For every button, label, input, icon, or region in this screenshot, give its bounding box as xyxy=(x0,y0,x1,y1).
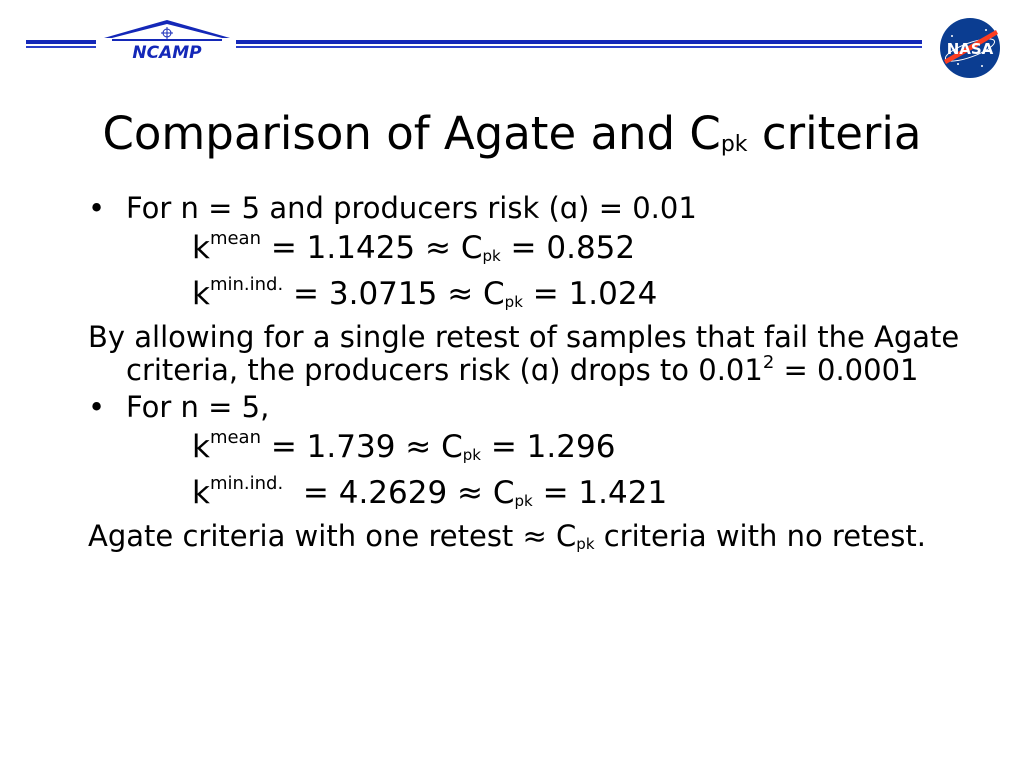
bullet-dot: • xyxy=(88,191,106,225)
title-main: Comparison of Agate and C xyxy=(102,107,721,160)
paragraph-retest-text: By allowing for a single retest of samples that fail the Agate criteria, the producers risk (ɑ) drops to 0.01 xyxy=(88,320,960,387)
header-rule-right xyxy=(236,40,922,44)
formula-middle: = 1.739 ≈ C xyxy=(261,429,463,465)
formula-line-1 xyxy=(88,225,968,271)
k-superscript: mean xyxy=(209,427,261,448)
k-symbol: k xyxy=(192,230,210,266)
header-rule-right-thin xyxy=(236,46,922,48)
formula-end: = 0.852 xyxy=(500,230,636,266)
cpk-subscript: pk xyxy=(482,247,501,265)
paragraph-conclusion xyxy=(88,520,968,553)
k-superscript: min.ind. xyxy=(209,274,284,295)
formula-line-2 xyxy=(88,271,968,317)
title-subscript: pk xyxy=(720,132,748,157)
k-symbol: k xyxy=(192,276,210,312)
cpk-subscript: pk xyxy=(462,446,481,464)
cpk-subscript: pk xyxy=(504,293,523,311)
bullet-item-1 xyxy=(88,192,968,225)
formula-end: = 1.024 xyxy=(522,276,658,312)
header-rule-left xyxy=(26,40,96,44)
k-superscript: min.ind. xyxy=(209,473,284,494)
paragraph-retest xyxy=(88,321,968,387)
paragraph-conclusion-text: Agate criteria with one retest ≈ C xyxy=(88,519,577,553)
bullet-2-text: For n = 5, xyxy=(126,390,270,424)
nasa-logo xyxy=(938,16,1002,80)
bullet-dot: • xyxy=(88,390,106,424)
exponent: 2 xyxy=(762,352,775,373)
ncamp-logo-text: NCAMP xyxy=(132,43,202,62)
formula-line-3 xyxy=(88,424,968,470)
ncamp-logo xyxy=(96,16,238,62)
cpk-subscript: pk xyxy=(514,492,533,510)
k-symbol: k xyxy=(192,475,210,511)
formula-end: = 1.421 xyxy=(532,475,668,511)
cpk-subscript: pk xyxy=(576,535,595,553)
nasa-logo-text: NASA xyxy=(946,40,994,58)
bullet-item-2 xyxy=(88,391,968,424)
formula-middle: = 1.1425 ≈ C xyxy=(261,230,483,266)
header-rule-left-thin xyxy=(26,46,96,48)
k-symbol: k xyxy=(192,429,210,465)
formula-line-4 xyxy=(88,470,968,516)
title-end: criteria xyxy=(747,107,922,160)
paragraph-retest-end: = 0.0001 xyxy=(774,353,919,387)
formula-middle: = 4.2629 ≈ C xyxy=(283,475,515,511)
k-superscript: mean xyxy=(209,228,261,249)
slide-body xyxy=(88,192,968,553)
paragraph-conclusion-end: criteria with no retest. xyxy=(594,519,926,553)
slide-title xyxy=(0,108,1024,171)
formula-end: = 1.296 xyxy=(480,429,616,465)
formula-middle: = 3.0715 ≈ C xyxy=(283,276,505,312)
bullet-1-text: For n = 5 and producers risk (ɑ) = 0.01 xyxy=(126,191,697,225)
